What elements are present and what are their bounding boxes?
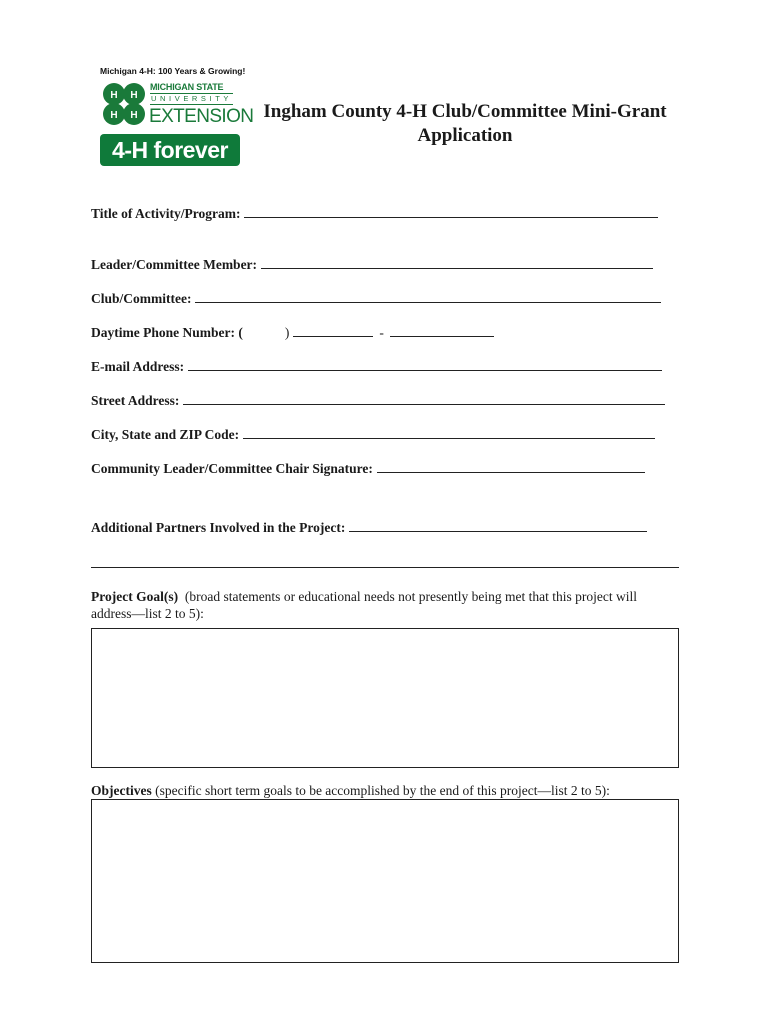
field-partners — [91, 519, 647, 536]
logo-4h-forever-badge: 4-H forever — [100, 134, 240, 166]
objectives-label — [91, 782, 671, 799]
field-leader — [91, 256, 653, 273]
field-club — [91, 290, 661, 307]
logo-msu-line2: UNIVERSITY — [151, 94, 233, 103]
input-line-city[interactable] — [243, 426, 655, 439]
msu-extension-4h-logo — [98, 66, 254, 168]
logo-extension: EXTENSION — [149, 106, 254, 127]
label-signature: Community Leader/Committee Chair Signature: — [91, 461, 373, 476]
logo-tagline: Michigan 4-H: 100 Years & Growing! — [100, 66, 246, 76]
svg-text:H: H — [130, 90, 138, 101]
logo-msu-line1: MICHIGAN STATE — [150, 82, 224, 92]
field-street — [91, 392, 665, 409]
label-street: Street Address: — [91, 393, 180, 408]
goals-label — [91, 588, 671, 622]
input-line-signature[interactable] — [377, 460, 645, 473]
field-email — [91, 358, 662, 375]
4h-clover-icon — [100, 80, 148, 128]
field-phone — [91, 324, 494, 341]
svg-text:H: H — [130, 110, 138, 121]
input-line-email[interactable] — [188, 358, 662, 371]
input-phone-prefix[interactable] — [293, 324, 373, 337]
label-phone: Daytime Phone Number: ( — [91, 325, 243, 340]
input-line-street[interactable] — [183, 392, 665, 405]
field-signature — [91, 460, 645, 477]
title-line1: Ingham County 4-H Club/Committee Mini-Grant — [263, 101, 667, 122]
objectives-description: (specific short term goals to be accomplished by the end of this project—list 2 to 5): — [155, 783, 610, 798]
label-partners: Additional Partners Involved in the Project: — [91, 520, 346, 535]
label-leader: Leader/Committee Member: — [91, 257, 258, 272]
title-line2: Application — [417, 125, 513, 146]
svg-text:H: H — [110, 90, 118, 101]
input-line-club[interactable] — [195, 290, 661, 303]
objectives-heading: Objectives — [91, 783, 152, 798]
phone-paren-close: ) — [284, 325, 290, 340]
page-title — [250, 100, 680, 148]
input-line-partners[interactable] — [349, 519, 647, 532]
svg-text:H: H — [110, 110, 118, 121]
goals-heading: Project Goal(s) — [91, 589, 179, 604]
goals-description: (broad statements or educational needs not presently being met that this project will address—list 2 to 5): — [91, 589, 637, 621]
field-title-activity — [91, 205, 658, 222]
label-city: City, State and ZIP Code: — [91, 427, 240, 442]
phone-dash: - — [379, 325, 384, 340]
input-line-partners-continued[interactable] — [91, 567, 679, 568]
label-club: Club/Committee: — [91, 291, 192, 306]
objectives-textbox[interactable] — [91, 799, 679, 963]
input-line-title-activity[interactable] — [244, 205, 658, 218]
label-email: E-mail Address: — [91, 359, 185, 374]
field-city — [91, 426, 655, 443]
goals-textbox[interactable] — [91, 628, 679, 768]
input-phone-line[interactable] — [390, 324, 494, 337]
input-line-leader[interactable] — [261, 256, 653, 269]
label-title-activity: Title of Activity/Program: — [91, 206, 241, 221]
